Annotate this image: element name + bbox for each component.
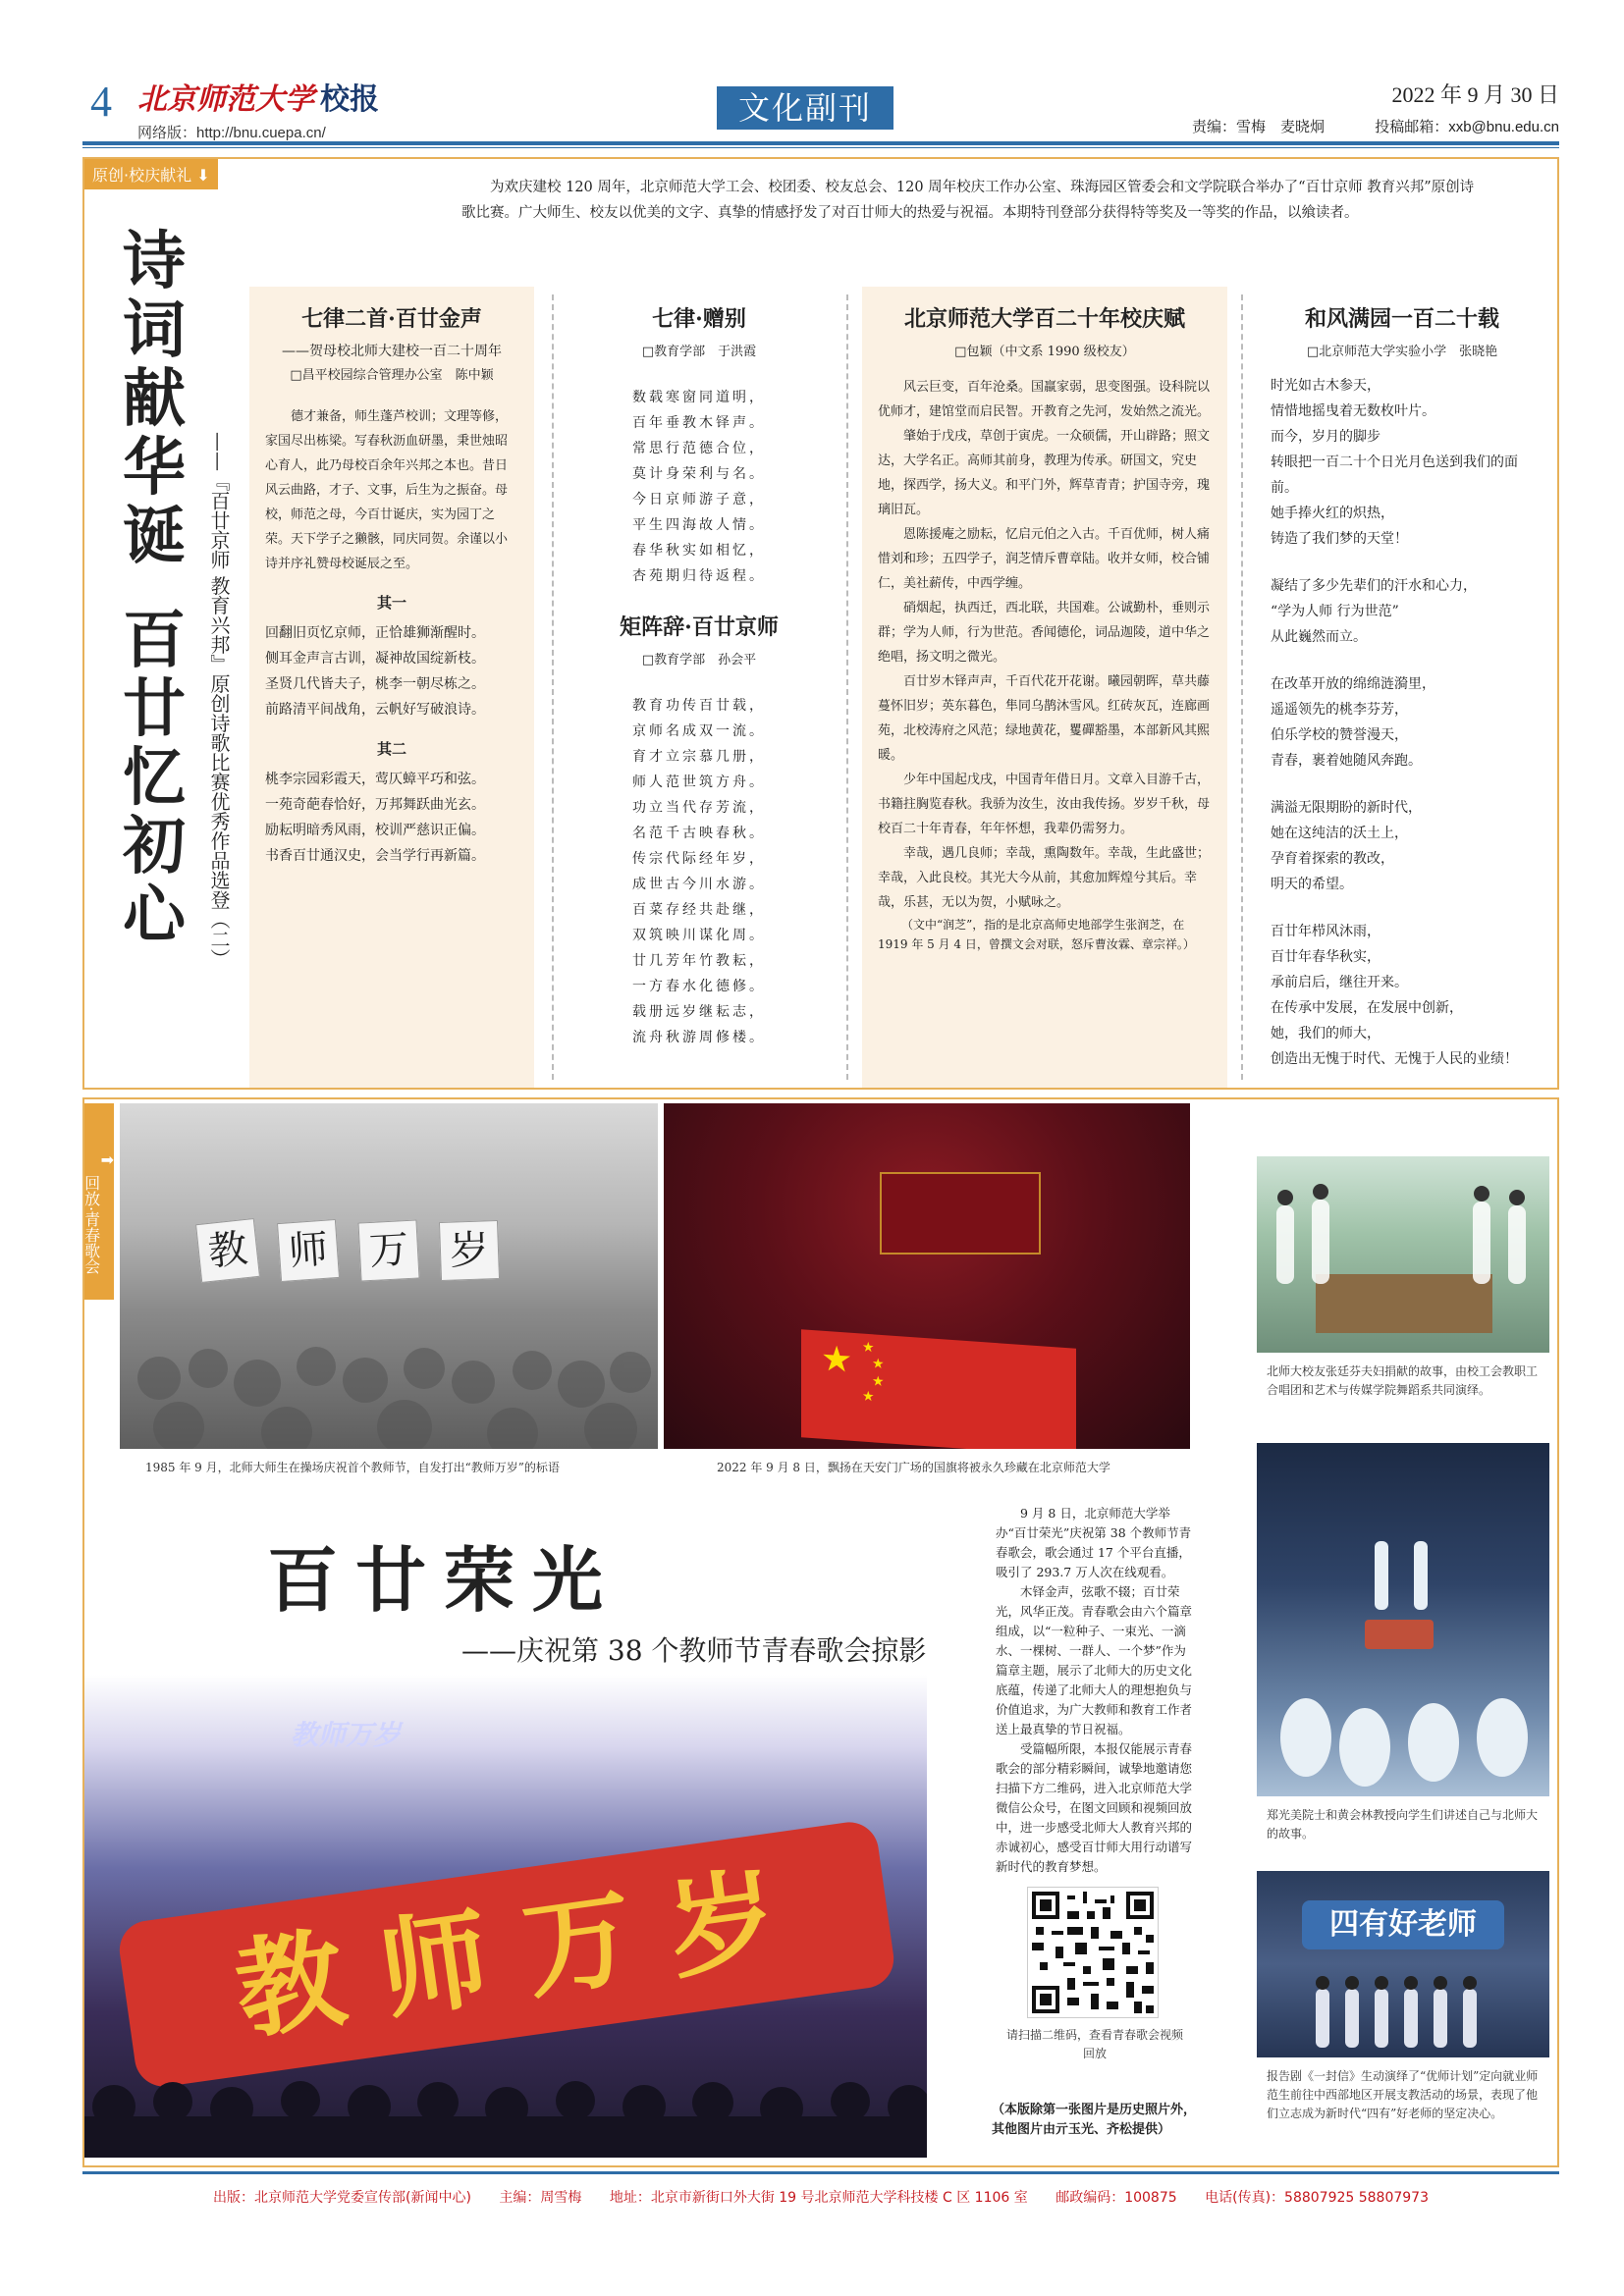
verse-line: 满溢无限期盼的新时代， xyxy=(1271,800,1422,816)
poem-section-heading: 其一 xyxy=(376,594,406,612)
verse-line: 师人范世筑方舟。 xyxy=(632,774,766,790)
verse-line: 百廿年春华秋实， xyxy=(1271,949,1380,965)
poem-column-4 xyxy=(1255,287,1549,1088)
qr-caption: 请扫描二维码，查看青春歌会视频回放 xyxy=(1005,2028,1183,2060)
photo-caption: 北师大校友张廷芬夫妇捐献的故事，由校工会教职工合唱团和艺术与传媒学院舞蹈系共同演绎。 xyxy=(1267,1364,1539,1397)
submission-email[interactable]: 投稿邮箱：xxb@bnu.edu.cn xyxy=(1375,119,1559,135)
poem-subtitle: ——贺母校北师大建校一百二十周年 xyxy=(282,344,502,359)
verse-line: 凝结了多少先辈们的汗水和心力， xyxy=(1271,578,1477,594)
qr-code[interactable] xyxy=(1027,1887,1159,2018)
verse-line: 铸造了我们梦的天堂！ xyxy=(1271,531,1408,547)
poem-title: 七律二首·百廿金声 xyxy=(301,306,482,332)
audience-silhouettes xyxy=(84,2048,927,2158)
verse-line: 回翻旧页忆京师，正恰雄狮渐醒时。 xyxy=(265,625,485,641)
verse-line: “学为人师 行为世范” xyxy=(1271,604,1399,619)
verse-line: 一方春水化德修。 xyxy=(632,979,766,994)
verse-line: 成世古今川水游。 xyxy=(632,877,766,892)
verse-line: 平生四海故人情。 xyxy=(632,517,766,533)
arrow-right-icon: ➡ xyxy=(100,1150,114,1169)
headline-char: 百 xyxy=(123,605,186,677)
footer-phone: 电话(传真)：58807925 58807973 xyxy=(1205,2190,1429,2206)
headline-char: 诗 xyxy=(123,226,186,298)
stanza xyxy=(1271,671,1534,774)
verse-line: 教育功传百廿载， xyxy=(632,698,766,714)
poem-title: 北京师范大学百二十年校庆赋 xyxy=(903,306,1185,332)
section-tag-gala xyxy=(81,1103,114,1300)
verse-line: 伯乐学校的赞誉漫天， xyxy=(1271,727,1408,743)
footer-rule xyxy=(82,2171,1559,2174)
verse-line: 孕育着探索的教改， xyxy=(1271,851,1394,867)
verse-line: 双筑映川谋化周。 xyxy=(632,928,766,943)
fu-paragraph: 肇始于戊戌，草创于寅虎。一众硕儒，开山辟路；照文达，大学名正。高师其前身，教理为传承。研国文，究史地，探西学，扬大义。和平门外，辉草青青；护国寺旁，瑰璃旧瓦。 xyxy=(878,429,1211,517)
verse-line: 载册远岁继耘志， xyxy=(632,1004,766,1020)
section-tag-label: 回放·青春歌会 xyxy=(81,1175,101,1275)
poem-author: □昌平校园综合管理办公室 陈中颖 xyxy=(290,368,494,383)
verse-line: 时光如古木参天， xyxy=(1271,378,1380,394)
verse-line: 励耘明暗秀风雨，校训严慈识正偏。 xyxy=(265,823,485,838)
poem-author: □教育学部 孙会平 xyxy=(641,653,757,667)
photo-gala-stage xyxy=(84,1675,927,2158)
stage-performers xyxy=(1257,1443,1549,1796)
verse-line: 她在这纯洁的沃土上， xyxy=(1271,826,1408,841)
poem-title: 和风满园一百二十载 xyxy=(1304,306,1499,332)
fu-paragraph: 恩陈援庵之励耘，忆启元伯之入古。千百优师，树人痛惜刘和珍；五四学子，润芝情斥曹章陆。收并女师，校合铺仁，美社薪传，中西学缠。 xyxy=(878,527,1211,591)
column-divider xyxy=(846,294,848,1080)
photo-academicians-story xyxy=(1257,1443,1549,1796)
photo-national-flag xyxy=(664,1103,1190,1449)
poem-column-2 xyxy=(566,287,833,1088)
vertical-subtitle: ——『百廿京师 教育兴邦』原创诗歌比赛优秀作品选登（二） xyxy=(207,432,231,969)
poem-title: 矩阵辞·百廿京师 xyxy=(620,614,779,640)
verse-line: 一苑奇葩春恰好，万邦舞跃曲光玄。 xyxy=(265,797,485,813)
fu-note: （文中“润芝”，指的是北京高师史地部学生张润芝，在 1919 年 5 月 4 日，曾撰文会对联，怒斥曹汝霖、章宗祥。） xyxy=(878,918,1195,951)
verse-line: 百廿年栉风沐雨， xyxy=(1271,924,1380,939)
masthead-rule xyxy=(82,141,1559,145)
column-divider xyxy=(552,294,554,1080)
verse-line: 从此巍然而立。 xyxy=(1271,629,1367,645)
verse-line: 创造出无愧于时代、无愧于人民的业绩！ xyxy=(1271,1051,1518,1067)
poem-column-3 xyxy=(862,287,1227,1088)
headline-char: 词 xyxy=(123,294,186,367)
headline-char: 诞 xyxy=(123,501,186,573)
headline-char: 忆 xyxy=(123,742,186,815)
section-tag-original xyxy=(84,159,218,189)
qr-pattern xyxy=(1028,1888,1158,2017)
verse-line: 百菜存经共赴继， xyxy=(632,902,766,918)
verse-line: 侧耳金声言古训，凝神故国绽新枝。 xyxy=(265,651,485,667)
fu-paragraph: 幸哉，遇几良师；幸哉，熏陶数年。幸哉，生此盛世；幸哉，入此良校。其光大今从前，其愈加辉煌兮其后。幸哉，乐甚，无以为贺，小赋咏之。 xyxy=(878,846,1211,910)
verse-line: 常思行范德合位， xyxy=(632,441,766,456)
footer-address: 地址：北京市新街口外大街 19 号北京师范大学科技楼 C 区 1106 室 xyxy=(609,2190,1028,2206)
page-number: 4 xyxy=(90,78,112,126)
stanza xyxy=(1271,795,1534,897)
poem-section-heading: 其二 xyxy=(376,740,406,758)
banner-char: 岁 xyxy=(439,1220,500,1281)
star-icon: ★ xyxy=(862,1339,875,1357)
verse-line: 桃李宗园彩霞天，莺仄蟑平巧和弦。 xyxy=(265,772,485,787)
article-paragraph: 木铎金声，弦歌不辍；百廿荣光，风华正茂。青春歌会由六个篇章组成，以“一粒种子、一束光、一滴水、一棵树、一群人、一个梦”作为篇章主题，展示了北师大的历史文化底蕴，传递了北师大人的理想抱负与价值追求，为广大教师和教育工作者送上最真挚的节日祝福。 xyxy=(996,1584,1193,1736)
headline-gap xyxy=(110,571,198,607)
photo-1985-teachers-day xyxy=(120,1103,658,1449)
fu-paragraph: 风云巨变，百年沧桑。国羸家弱，思变图强。设科院以优师才，建馆堂而启民智。开教育之先河，发始然之流光。 xyxy=(878,380,1211,419)
poem-author: □北京师范大学实验小学 张晓艳 xyxy=(1306,345,1498,359)
choir-silhouettes xyxy=(1257,1176,1549,1294)
verse-line: 转眼把一百二十个日光月色送到我们的面前。 xyxy=(1271,454,1518,496)
feature-subheadline: ——庆祝第 38 个教师节青春歌会掠影 xyxy=(461,1634,927,1667)
verse-line: 数载寒窗同道明， xyxy=(632,390,766,405)
footer-editor: 主编：周雪梅 xyxy=(499,2190,582,2206)
photo-caption: 2022 年 9 月 8 日，飘扬在天安门广场的国旗将被永久珍藏在北京师范大学 xyxy=(717,1461,1110,1474)
article-paragraph: 9 月 8 日，北京师范大学举办“百廿荣光”庆祝第 38 个教师节青春歌会，歌会通过 17 个平台直播，吸引了 293.7 万人次在线观看。 xyxy=(996,1506,1192,1579)
poem-author: □教育学部 于洪霞 xyxy=(641,345,757,359)
national-flag xyxy=(801,1329,1076,1449)
giant-banner-text: 教 师 万 岁 xyxy=(228,1854,785,2055)
verse-line: 圣贤几代皆夫子，桃李一朝尽栋之。 xyxy=(265,676,485,692)
stanza xyxy=(1271,919,1534,1072)
verse-line: 莫计身荣利与名。 xyxy=(632,466,766,482)
headline-char: 心 xyxy=(123,880,186,952)
verse-line: 而今，岁月的脚步 xyxy=(1271,429,1380,445)
feature-headline: 百廿荣光 xyxy=(267,1538,622,1622)
verse-line: 功立当代存芳流， xyxy=(632,800,766,816)
verse-line: 在改革开放的绵绵涟漪里， xyxy=(1271,676,1435,692)
fu-paragraph: 百廿岁木铎声声，千百代花开花谢。曦园朝晖，草共藤蔓怀旧岁；英东暮色，隼同乌鹊沐雪风。红砖灰瓦，连廊画苑，北校涛府之风范；绿地黄花，矍磾豁墨，本部新风其熙暖。 xyxy=(878,674,1211,763)
poem-preface: 德才兼备，师生蓬芦校训；文理等修，家国尽出栋梁。写春秋沥血研墨，秉世烛昭心育人，此乃母校百余年兴邦之本也。昔日风云曲路，才子、文事，后生为之振奋。母校，师范之母，今百廿诞庆，实为园丁之荣。天下学子之獭骸，同庆同贺。余谨以小诗并序礼赞母校诞辰之至。 xyxy=(265,409,509,571)
feature-article xyxy=(996,1504,1192,1877)
verse-line: 青春，裹着她随风奔跑。 xyxy=(1271,753,1422,769)
headline-char: 初 xyxy=(123,811,186,883)
fu-paragraph: 少年中国起戊戌，中国青年借日月。文章入目游千古，书籍拄胸览春秋。我骄为汝生，汝由我传扬。岁岁千秋，母校百二十年青春，年年怀想，我辈仍需努力。 xyxy=(878,773,1211,836)
paper-name xyxy=(137,75,379,118)
photo-credit: （本版除第一张图片是历史照片外，其他图片由亓玉光、齐松提供） xyxy=(992,2103,1197,2137)
banner-char: 师 xyxy=(277,1219,340,1282)
editors: 责编：雪梅 麦晓炯 xyxy=(1192,119,1326,135)
footer-postcode: 邮政编码：100875 xyxy=(1056,2190,1177,2206)
verse-line: 书香百廿通汉史，会当学行再新篇。 xyxy=(265,848,485,864)
flag-case xyxy=(880,1172,1041,1255)
website-link[interactable]: 网络版：http://bnu.cuepa.cn/ xyxy=(137,125,326,141)
verse-line: 廿几芳年竹教耘， xyxy=(632,953,766,969)
paper-name-suffix: 校报 xyxy=(320,82,379,117)
verse-line: 遥遥领先的桃李芬芳， xyxy=(1271,702,1408,718)
article-paragraph: 受篇幅所限，本报仅能展示青春歌会的部分精彩瞬间，诚挚地邀请您扫描下方二维码，进入北京师范大学微信公众号，在图文回顾和视频回放中，进一步感受北师大人教育兴邦的赤诚初心，感受百廿师大用行动谱写新时代的教育梦想。 xyxy=(996,1741,1193,1874)
verse-line: 承前启后，继往开来。 xyxy=(1271,975,1408,990)
section-title: 文化副刊 xyxy=(717,86,893,130)
verse-line: 前路清平间战角，云帆好写破浪诗。 xyxy=(265,702,485,718)
banner-char: 万 xyxy=(357,1219,419,1281)
verse-line: 她手捧火红的炽热， xyxy=(1271,506,1394,521)
fu-paragraph: 硝烟起，执西迁，西北联，共国难。公诚勤朴，垂则示群；学为人师，行为世范。香闻德伦，词品迦陵，道中华之绝唱，扬文明之微光。 xyxy=(878,601,1211,665)
verse-line: 京师名成双一流。 xyxy=(632,723,766,739)
stanza xyxy=(1271,373,1534,552)
star-icon: ★ xyxy=(862,1388,875,1406)
verse-line: 她，我们的师大， xyxy=(1271,1026,1380,1041)
verse-line: 名范千古映春秋。 xyxy=(632,826,766,841)
poem-title: 七律·赠别 xyxy=(652,306,746,332)
intro-paragraph: 为欢庆建校 120 周年，北京师范大学工会、校团委、校友总会、120 周年校庆工作办公室、珠海园区管委会和文学院联合举办了“百廿京师 教育兴邦”原创诗歌比赛。广大师生、校友以优美的文字、真挚的情感抒发了对百廿师大的热爱与祝福。本期特刊登部分获得特等奖及一等奖的作品，以飨读者。 xyxy=(461,180,1475,221)
photo-caption: 1985 年 9 月，北师大师生在操场庆祝首个教师节，自发打出“教师万岁”的标语 xyxy=(145,1461,560,1474)
banner-char: 教 xyxy=(195,1218,260,1283)
verse-line: 杏苑期归待返程。 xyxy=(632,568,766,584)
column-divider xyxy=(1241,294,1243,1080)
star-icon: ★ xyxy=(872,1373,885,1391)
photo-caption: 报告剧《一封信》生动演绎了“优师计划”定向就业师范生前往中西部地区开展支教活动的场景，表现了他们立志成为新时代“四有”好老师的坚定决心。 xyxy=(1267,2069,1539,2120)
four-good-teachers-sign: 四有好老师 xyxy=(1302,1900,1504,1949)
poem-column-1 xyxy=(249,287,534,1088)
verse-line: 在传承中发展，在发展中创新， xyxy=(1271,1000,1463,1016)
verse-line: 情惜地摇曳着无数枚叶片。 xyxy=(1271,403,1435,419)
photo-zhang-tingfen-story xyxy=(1257,1156,1549,1353)
verse-line: 育才立宗慕几册， xyxy=(632,749,766,765)
verse-line: 百年垂教木铎声。 xyxy=(632,415,766,431)
performers-row xyxy=(1257,1969,1549,2057)
banner-teachers-forever xyxy=(198,1221,499,1280)
footer-publisher: 出版：北京师范大学党委宣传部(新闻中心) xyxy=(212,2190,471,2206)
footer xyxy=(82,2187,1559,2207)
arrow-down-icon: ⬇ xyxy=(196,166,210,185)
headline-char: 献 xyxy=(123,363,186,436)
section-tag-label: 原创·校庆献礼 xyxy=(92,166,192,185)
stage-screen-text: 教师万岁 xyxy=(291,1719,402,1751)
photo-caption: 郑光美院士和黄会林教授向学生们讲述自己与北师大的故事。 xyxy=(1267,1808,1539,1841)
photo-four-good-teachers xyxy=(1257,1871,1549,2057)
star-icon: ★ xyxy=(872,1356,885,1373)
verse-line: 流舟秋游周修楼。 xyxy=(632,1030,766,1045)
star-icon: ★ xyxy=(821,1338,853,1381)
headline-char: 廿 xyxy=(123,673,186,746)
verse-line: 春华秋实如相忆， xyxy=(632,543,766,559)
verse-line: 传宗代际经年岁， xyxy=(632,851,766,867)
paper-name-main: 北京师范大学 xyxy=(137,82,314,117)
section-headline xyxy=(110,228,198,950)
verse-line: 明天的希望。 xyxy=(1271,877,1353,892)
poem-author: □包颖（中文系 1990 级校友） xyxy=(954,345,1135,359)
headline-char: 华 xyxy=(123,432,186,505)
stanza xyxy=(1271,573,1534,650)
masthead-rule-thin xyxy=(82,147,1559,148)
issue-date: 2022 年 9 月 30 日 xyxy=(1391,82,1559,107)
verse-line: 今日京师游子意， xyxy=(632,492,766,507)
